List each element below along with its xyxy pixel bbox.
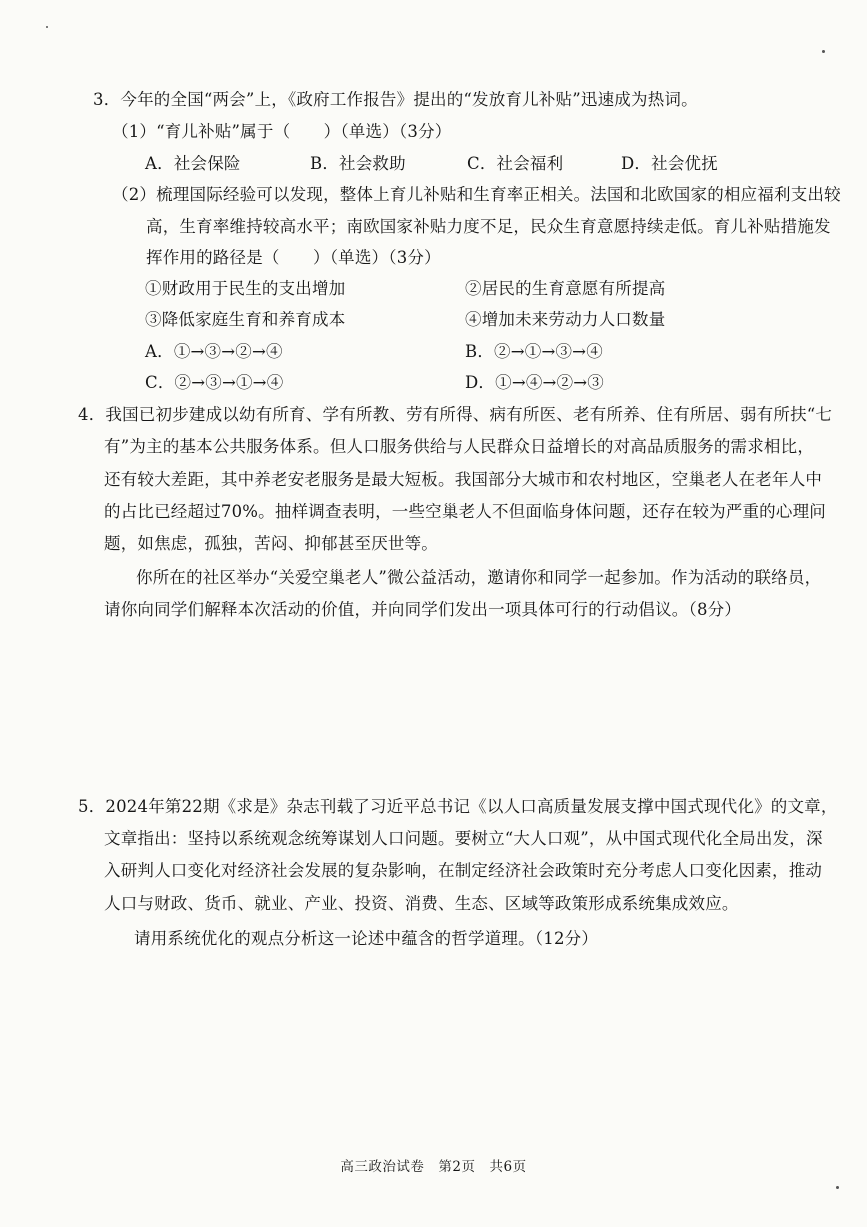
q4-line-3: 还有较大差距，其中养老安老服务是最大短板。我国部分大城市和农村地区，空巢老人在老年人中 [104,470,823,489]
q3-sub2-line-3: 挥作用的路径是（ ）（单选）（3分） [146,248,441,267]
q3-sub2-item-1: ①财政用于民生的支出增加 [145,279,346,298]
q3-sub1-question: （1）“育儿补贴”属于（ ）（单选）（3分） [112,122,452,141]
q5-line-1: 5．2024年第22期《求是》杂志刊载了习近平总书记《以人口高质量发展支撑中国式现代化》的文章， [78,797,838,816]
q3-sub2-option-b: B．②→①→③→④ [465,342,603,361]
q5-line-4: 人口与财政、货币、就业、产业、投资、消费、生态、区域等政策形成系统集成效应。 [104,894,739,913]
q3-sub2-line-1: （2）梳理国际经验可以发现，整体上育儿补贴和生育率正相关。法国和北欧国家的相应福利支出较 [112,185,841,204]
scan-speck [46,26,48,28]
q4-line-2: 有”为主的基本公共服务体系。但人口服务供给与人民群众日益增长的对高品质服务的需求相比， [104,437,815,456]
q5-task: 请用系统优化的观点分析这一论述中蕴含的哲学道理。（12分） [134,929,599,948]
q3-sub1-option-b: B．社会救助 [310,154,406,173]
q3-sub2-option-a: A．①→③→②→④ [145,342,283,361]
q5-line-3: 入研判人口变化对经济社会发展的复杂影响，在制定经济社会政策时充分考虑人口变化因素，推动 [104,861,823,880]
scan-speck [836,1186,839,1189]
q3-sub1-option-d: D．社会优抚 [621,154,718,173]
q3-sub2-item-3: ③降低家庭生育和养育成本 [145,310,346,329]
q3-sub2-item-2: ②居民的生育意愿有所提高 [465,279,666,298]
q3-stem: 3．今年的全国“两会”上，《政府工作报告》提出的“发放育儿补贴”迅速成为热词。 [93,90,698,109]
q5-line-2: 文章指出：坚持以系统观念统筹谋划人口问题。要树立“大人口观”，从中国式现代化全局出发，深 [104,829,823,848]
page-footer: 高三政治试卷 第2页 共6页 [340,1159,527,1175]
q3-sub2-line-2: 高，生育率维持较高水平；南欧国家补贴力度不足，民众生育意愿持续走低。育儿补贴措施发 [146,217,831,236]
q3-sub2-option-c: C．②→③→①→④ [145,373,284,392]
q4-line-4: 的占比已经超过70%。抽样调查表明，一些空巢老人不但面临身体问题，还存在较为严重的心理问 [104,502,826,521]
q4-line-5: 题，如焦虑，孤独，苦闷、抑郁甚至厌世等。 [104,534,438,553]
scan-speck [822,50,825,53]
q3-sub2-item-4: ④增加未来劳动力人口数量 [465,310,666,329]
q4-line-1: 4．我国已初步建成以幼有所育、学有所教、劳有所得、病有所医、老有所养、住有所居、弱有所扶“七 [78,405,833,424]
q3-sub1-option-a: A．社会保险 [145,154,241,173]
q3-sub2-option-d: D．①→④→②→③ [465,373,605,392]
q4-task-line-1: 你所在的社区举办“关爱空巢老人”微公益活动，邀请你和同学一起参加。作为活动的联络员， [136,568,822,587]
q3-sub1-option-c: C．社会福利 [467,154,564,173]
q4-task-line-2: 请你向同学们解释本次活动的价值，并向同学们发出一项具体可行的行动倡议。（8分） [104,600,742,619]
